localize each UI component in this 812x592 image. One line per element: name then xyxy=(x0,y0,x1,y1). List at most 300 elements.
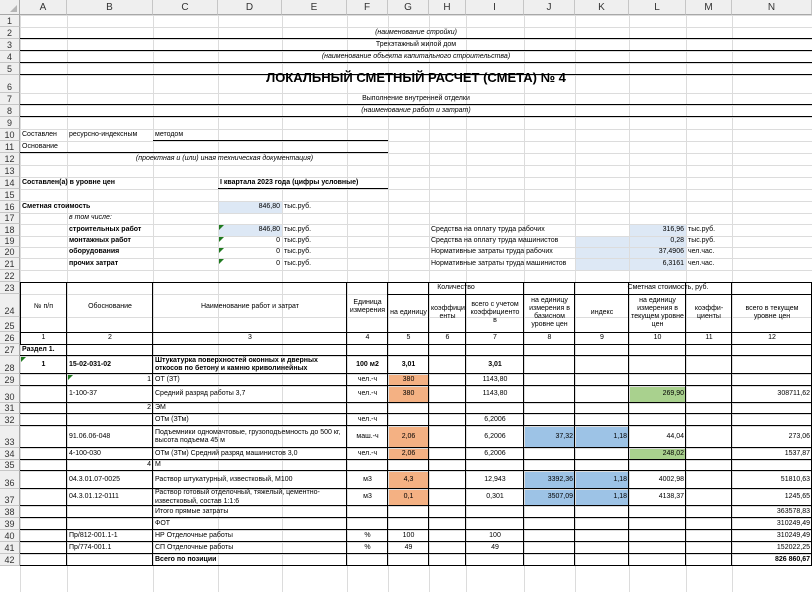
row-header-12[interactable]: 12 xyxy=(0,153,20,165)
row-name[interactable] xyxy=(153,426,347,448)
wages-workers-label-text: Средства на оплату труда рабочих xyxy=(431,225,545,233)
row-header-36[interactable]: 36 xyxy=(0,471,20,489)
pos-code[interactable] xyxy=(67,356,153,374)
row-index-text: 1,18 xyxy=(613,475,627,483)
row-qty-total-text: 100 xyxy=(489,531,501,539)
row-current-price-text: 248,02 xyxy=(662,449,684,457)
row-current-total[interactable] xyxy=(732,506,812,518)
unit-label[interactable] xyxy=(282,224,347,236)
row-header-1[interactable]: 1 xyxy=(0,15,20,27)
row-qty-total-text: 1143,80 xyxy=(482,390,508,398)
row-name[interactable] xyxy=(153,403,347,414)
total-value-text: 846,80 xyxy=(258,202,280,210)
row-header-16[interactable]: 16 xyxy=(0,201,20,213)
row-name[interactable] xyxy=(153,518,347,530)
install-label-text: монтажных работ xyxy=(69,237,131,245)
row-name[interactable] xyxy=(153,460,347,471)
column-header-h[interactable]: H xyxy=(429,0,466,15)
th-qty-total[interactable] xyxy=(466,294,524,332)
column-header-f[interactable]: F xyxy=(347,0,388,15)
unit-label-text: тыс.руб. xyxy=(688,237,716,245)
column-number-text: 8 xyxy=(547,333,552,341)
row-num[interactable] xyxy=(67,460,153,471)
unit-label[interactable] xyxy=(686,224,732,236)
column-number[interactable] xyxy=(67,332,153,344)
column-number-text: 4 xyxy=(365,333,370,341)
row-name[interactable] xyxy=(153,374,347,386)
row-qty-total[interactable] xyxy=(466,386,524,403)
row-unit[interactable] xyxy=(347,471,388,489)
column-header-g[interactable]: G xyxy=(388,0,429,15)
unit-label[interactable] xyxy=(282,201,347,213)
row-header-26[interactable]: 26 xyxy=(0,332,20,344)
row-base-price-text: 37,32 xyxy=(555,432,573,440)
row-header-17[interactable]: 17 xyxy=(0,213,20,224)
row-code-text: Пр/774-001.1 xyxy=(69,543,112,551)
row-header-28[interactable]: 28 xyxy=(0,356,20,374)
row-current-total[interactable] xyxy=(732,489,812,506)
row-name-text: ОТ (ЗТ) xyxy=(155,375,180,383)
price-level-label-text: Составлен(а) в уровне цен xyxy=(22,178,116,186)
row-code[interactable] xyxy=(67,542,153,554)
labor-machinists-value-text: 6,3161 xyxy=(662,259,684,267)
column-number[interactable] xyxy=(347,332,388,344)
row-current-total[interactable] xyxy=(732,530,812,542)
unit-label-text: тыс.руб. xyxy=(284,248,312,256)
select-all-corner[interactable] xyxy=(0,0,20,15)
th-num[interactable] xyxy=(20,282,67,332)
row-name-text: Всего по позиции xyxy=(155,555,217,563)
wages-workers-value-text: 316,96 xyxy=(662,225,684,233)
th-qty-total-text: всего с учетом коэффициенто в xyxy=(470,300,520,325)
th-coefs[interactable] xyxy=(429,294,466,332)
column-number[interactable] xyxy=(686,332,732,344)
labor-workers-value[interactable] xyxy=(629,247,686,258)
row-current-price[interactable] xyxy=(629,471,686,489)
row-qty-total[interactable] xyxy=(466,448,524,460)
row-current-total[interactable] xyxy=(732,518,812,530)
row-qty-total[interactable] xyxy=(466,489,524,506)
row-current-total-text: 152022,25 xyxy=(776,543,810,551)
th-current-total[interactable] xyxy=(732,294,812,332)
row-qty-total-text: 6,2006 xyxy=(484,415,506,423)
column-header-d[interactable]: D xyxy=(218,0,282,15)
column-number[interactable] xyxy=(732,332,812,344)
row-qty-total[interactable] xyxy=(466,471,524,489)
row-current-total-text: 363578,83 xyxy=(776,507,810,515)
th-cost-group[interactable] xyxy=(524,282,812,294)
labor-workers-value-text: 37,4906 xyxy=(658,248,684,256)
gridline-h xyxy=(0,506,812,507)
column-header-j[interactable]: J xyxy=(524,0,575,15)
row-header-13[interactable]: 13 xyxy=(0,165,20,177)
row-name[interactable] xyxy=(153,471,347,489)
row-qty[interactable] xyxy=(388,489,429,506)
object-name[interactable] xyxy=(20,39,812,51)
row-unit-text: % xyxy=(364,543,371,551)
pos-unit-text: 100 м2 xyxy=(356,360,379,368)
gridline-h xyxy=(0,518,812,519)
row-name-text: Раствор готовый отделочный, тяжелый, цементно-известковый, состав 1:1:6 xyxy=(155,489,320,505)
row-qty-text: 100 xyxy=(402,531,415,539)
row-current-total-text: 273,06 xyxy=(788,432,810,440)
body-vline xyxy=(574,344,575,566)
row-header-37[interactable]: 37 xyxy=(0,489,20,506)
gridline-h xyxy=(0,15,812,16)
th-current-unit[interactable] xyxy=(629,294,686,332)
wages-machinists-label[interactable] xyxy=(429,236,629,247)
th-index-text: индекс xyxy=(590,308,614,316)
row-current-total-text: 310249,49 xyxy=(776,519,810,527)
labor-workers-label[interactable] xyxy=(429,247,629,258)
th-unit[interactable] xyxy=(347,282,388,332)
row-qty-text: 2,06 xyxy=(401,432,416,440)
section-title[interactable] xyxy=(20,344,218,356)
row-header-18[interactable]: 18 xyxy=(0,224,20,236)
row-header-7[interactable]: 7 xyxy=(0,93,20,105)
row-header-21[interactable]: 21 xyxy=(0,258,20,270)
total-value[interactable] xyxy=(218,201,282,213)
column-number[interactable] xyxy=(466,332,524,344)
gridline-h xyxy=(0,141,812,142)
row-header-14[interactable]: 14 xyxy=(0,177,20,189)
column-header-a[interactable]: A xyxy=(20,0,67,15)
column-header-n[interactable]: N xyxy=(732,0,812,15)
row-code[interactable] xyxy=(67,448,153,460)
row-base-price[interactable] xyxy=(524,426,575,448)
unit-label[interactable] xyxy=(282,247,347,258)
column-header-k[interactable]: K xyxy=(575,0,629,15)
wages-machinists-value[interactable] xyxy=(629,236,686,247)
row-qty-text: 0,1 xyxy=(403,493,414,501)
row-unit-text: м3 xyxy=(363,475,372,483)
total-label[interactable] xyxy=(20,201,218,213)
install-label[interactable] xyxy=(67,236,218,247)
method-suffix[interactable] xyxy=(153,129,218,141)
row-code[interactable] xyxy=(67,530,153,542)
method-value[interactable] xyxy=(67,129,153,141)
row-index-text: 1,18 xyxy=(613,493,627,501)
column-header-e[interactable]: E xyxy=(282,0,347,15)
unit-label-text: тыс.руб. xyxy=(284,259,312,267)
unit-label[interactable] xyxy=(686,258,732,270)
row-current-total[interactable] xyxy=(732,471,812,489)
estimate-title[interactable] xyxy=(20,63,812,93)
row-header-15[interactable]: 15 xyxy=(0,189,20,201)
row-current-price-text: 269,90 xyxy=(662,390,684,398)
row-current-total-text: 1537,87 xyxy=(784,449,810,457)
gridline-h xyxy=(0,189,812,190)
row-num[interactable] xyxy=(67,403,153,414)
row-name[interactable] xyxy=(153,386,347,403)
estimate-title-text: ЛОКАЛЬНЫЙ СМЕТНЫЙ РАСЧЕТ (СМЕТА) № 4 xyxy=(266,69,566,85)
construction-label[interactable] xyxy=(67,224,218,236)
th-current-coefs[interactable] xyxy=(686,294,732,332)
row-header-29[interactable]: 29 xyxy=(0,374,20,386)
row-unit[interactable] xyxy=(347,414,388,426)
unit-label[interactable] xyxy=(282,258,347,270)
column-header-i[interactable]: I xyxy=(466,0,524,15)
row-qty[interactable] xyxy=(388,426,429,448)
row-current-price[interactable] xyxy=(629,448,686,460)
wages-workers-label[interactable] xyxy=(429,224,629,236)
th-num-text: № п/п xyxy=(34,302,53,310)
row-unit[interactable] xyxy=(347,448,388,460)
row-index[interactable] xyxy=(575,426,629,448)
row-name[interactable] xyxy=(153,554,347,566)
row-name[interactable] xyxy=(153,448,347,460)
row-qty[interactable] xyxy=(388,471,429,489)
column-number[interactable] xyxy=(20,332,67,344)
unit-label[interactable] xyxy=(686,236,732,247)
row-current-price-text: 44,04 xyxy=(666,432,684,440)
row-qty[interactable] xyxy=(388,542,429,554)
cell-note-marker xyxy=(219,237,224,242)
row-header-10[interactable]: 10 xyxy=(0,129,20,141)
work-caption-text: (наименование работ и затрат) xyxy=(361,106,471,114)
row-name-text: ОТм (ЗТм) xyxy=(155,415,189,423)
pos-code-text: 15-02-031-02 xyxy=(69,360,112,368)
row-code-text: 91.06.06-048 xyxy=(69,432,111,440)
row-unit[interactable] xyxy=(347,530,388,542)
row-base-price-text: 3507,09 xyxy=(547,493,573,501)
wages-machinists-value-text: 0,28 xyxy=(670,237,684,245)
object-name-text: Трехэтажный жилой дом xyxy=(375,40,457,48)
row-header-31[interactable]: 31 xyxy=(0,403,20,414)
row-base-price[interactable] xyxy=(524,489,575,506)
row-unit-text: чел.-ч xyxy=(357,390,378,398)
row-current-price[interactable] xyxy=(629,489,686,506)
row-qty-total-text: 49 xyxy=(491,543,499,551)
column-number[interactable] xyxy=(575,332,629,344)
row-header-5[interactable]: 5 xyxy=(0,63,20,75)
column-header-m[interactable]: M xyxy=(686,0,732,15)
row-name[interactable] xyxy=(153,506,347,518)
row-header-19[interactable]: 19 xyxy=(0,236,20,247)
th-basis[interactable] xyxy=(67,282,153,332)
row-qty-total-text: 6,2006 xyxy=(484,449,506,457)
row-num[interactable] xyxy=(67,374,153,386)
th-name[interactable] xyxy=(153,282,347,332)
row-header-3[interactable]: 3 xyxy=(0,39,20,51)
row-header-6[interactable]: 6 xyxy=(0,75,20,93)
pos-qty-total[interactable] xyxy=(466,356,524,374)
pos-num[interactable] xyxy=(20,356,67,374)
pos-qty[interactable] xyxy=(388,356,429,374)
row-current-total-text: 310249,49 xyxy=(776,531,810,539)
row-base-price-text: 3392,36 xyxy=(547,475,573,483)
th-base-unit-text: на единицу измерения в базисном уровне цен xyxy=(529,296,570,329)
row-code-text: 1-100-37 xyxy=(69,390,98,398)
object-caption[interactable] xyxy=(20,51,812,63)
other-label[interactable] xyxy=(67,258,218,270)
row-name[interactable] xyxy=(153,489,347,506)
unit-label-text: чел.час. xyxy=(688,259,715,267)
construction-value[interactable] xyxy=(218,224,282,236)
row-unit[interactable] xyxy=(347,426,388,448)
row-code[interactable] xyxy=(67,426,153,448)
construction-caption[interactable] xyxy=(20,27,812,39)
row-header-34[interactable]: 34 xyxy=(0,448,20,460)
labor-machinists-label[interactable] xyxy=(429,258,629,270)
other-value[interactable] xyxy=(218,258,282,270)
row-qty-total[interactable] xyxy=(466,374,524,386)
column-number[interactable] xyxy=(429,332,466,344)
doc-caption[interactable] xyxy=(20,153,429,165)
row-name[interactable] xyxy=(153,542,347,554)
gridline-h xyxy=(0,117,812,118)
row-unit[interactable] xyxy=(347,542,388,554)
row-header-25[interactable]: 25 xyxy=(0,317,20,332)
wages-workers-value[interactable] xyxy=(629,224,686,236)
row-current-total[interactable] xyxy=(732,386,812,403)
price-level-value[interactable] xyxy=(218,177,388,189)
unit-label[interactable] xyxy=(686,247,732,258)
work-caption[interactable] xyxy=(20,105,812,117)
row-header-39[interactable]: 39 xyxy=(0,518,20,530)
row-index-text: 1,18 xyxy=(613,432,627,440)
unit-label[interactable] xyxy=(282,236,347,247)
pos-unit[interactable] xyxy=(347,356,388,374)
row-qty[interactable] xyxy=(388,530,429,542)
column-header-c[interactable]: C xyxy=(153,0,218,15)
row-qty-total-text: 0,301 xyxy=(486,493,504,501)
row-unit[interactable] xyxy=(347,489,388,506)
row-qty-total[interactable] xyxy=(466,530,524,542)
column-number[interactable] xyxy=(153,332,347,344)
row-qty-total[interactable] xyxy=(466,542,524,554)
basis-label-text: Основание xyxy=(22,142,58,150)
other-value-text: 0 xyxy=(276,259,280,267)
th-quantity-group[interactable] xyxy=(388,282,524,294)
row-code[interactable] xyxy=(67,471,153,489)
row-header-27[interactable]: 27 xyxy=(0,344,20,356)
method-value-text: ресурсно-индексным xyxy=(69,130,138,138)
row-unit-text: чел.-ч xyxy=(357,415,378,423)
row-name-text: СП Отделочные работы xyxy=(155,543,234,551)
composed-label[interactable] xyxy=(20,129,67,141)
row-qty-total-text: 12,943 xyxy=(484,475,506,483)
row-name-text: Раствор штукатурный, известковый, М100 xyxy=(155,475,293,483)
row-header-8[interactable]: 8 xyxy=(0,105,20,117)
row-unit-text: м3 xyxy=(363,493,372,501)
basis-label[interactable] xyxy=(20,141,67,153)
column-header-l[interactable]: L xyxy=(629,0,686,15)
th-per-unit[interactable] xyxy=(388,294,429,332)
row-unit-text: чел.-ч xyxy=(357,375,378,383)
row-qty[interactable] xyxy=(388,386,429,403)
row-unit[interactable] xyxy=(347,386,388,403)
row-code-text: 04.3.01.12-0111 xyxy=(69,493,119,501)
pos-name[interactable] xyxy=(153,356,347,374)
row-unit[interactable] xyxy=(347,374,388,386)
row-code[interactable] xyxy=(67,386,153,403)
row-qty[interactable] xyxy=(388,374,429,386)
doc-caption-text: (проектная и (или) иная техническая документация) xyxy=(135,154,314,162)
row-header-11[interactable]: 11 xyxy=(0,141,20,153)
row-header-33[interactable]: 33 xyxy=(0,426,20,448)
row-header-2[interactable]: 2 xyxy=(0,27,20,39)
row-current-price[interactable] xyxy=(629,426,686,448)
row-header-4[interactable]: 4 xyxy=(0,51,20,63)
row-current-total-text: 51810,63 xyxy=(780,475,810,483)
including-label-text: в том числе: xyxy=(69,214,112,222)
row-qty-text: 380 xyxy=(402,375,415,383)
equipment-label-text: оборудования xyxy=(69,248,120,256)
row-code[interactable] xyxy=(67,489,153,506)
row-qty-total[interactable] xyxy=(466,414,524,426)
work-name-text: Выполнение внутренней отделки xyxy=(362,94,470,102)
row-name-text: ФОТ xyxy=(155,519,171,527)
row-header-23[interactable]: 23 xyxy=(0,282,20,294)
row-header-40[interactable]: 40 xyxy=(0,530,20,542)
row-header-42[interactable]: 42 xyxy=(0,554,20,566)
including-label[interactable] xyxy=(67,213,218,224)
row-qty-total[interactable] xyxy=(466,426,524,448)
row-name[interactable] xyxy=(153,414,347,426)
unit-label-text: тыс.руб. xyxy=(284,237,312,245)
row-qty[interactable] xyxy=(388,448,429,460)
row-code-text: 04.3.01.07-0025 xyxy=(69,475,120,483)
column-header-b[interactable]: B xyxy=(67,0,153,15)
row-base-price[interactable] xyxy=(524,471,575,489)
unit-label-text: тыс.руб. xyxy=(284,202,312,210)
th-current-total-text: всего в текущем уровне цен xyxy=(745,304,799,320)
section-title-text: Раздел 1. xyxy=(22,345,55,353)
row-name[interactable] xyxy=(153,530,347,542)
row-current-total-text: 826 860,67 xyxy=(774,555,810,563)
row-current-total[interactable] xyxy=(732,542,812,554)
total-label-text: Сметная стоимость xyxy=(22,202,91,210)
row-header-41[interactable]: 41 xyxy=(0,542,20,554)
price-level-label[interactable] xyxy=(20,177,218,189)
row-header-30[interactable]: 30 xyxy=(0,386,20,403)
th-index[interactable] xyxy=(575,294,629,332)
labor-machinists-value[interactable] xyxy=(629,258,686,270)
body-row-border xyxy=(20,517,812,518)
row-header-22[interactable]: 22 xyxy=(0,270,20,282)
row-current-price[interactable] xyxy=(629,386,686,403)
row-header-9[interactable]: 9 xyxy=(0,117,20,129)
row-name-text: НР Отделочные работы xyxy=(155,531,233,539)
th-base-unit[interactable] xyxy=(524,294,575,332)
column-number[interactable] xyxy=(629,332,686,344)
row-current-total[interactable] xyxy=(732,426,812,448)
row-header-35[interactable]: 35 xyxy=(0,460,20,471)
gridline-h xyxy=(0,165,812,166)
column-number[interactable] xyxy=(388,332,429,344)
row-current-total[interactable] xyxy=(732,554,812,566)
row-current-total[interactable] xyxy=(732,448,812,460)
column-number[interactable] xyxy=(524,332,575,344)
equipment-value[interactable] xyxy=(218,247,282,258)
row-name-text: Подъемники одномачтовые, грузоподъемность до 500 кг, высота подъема 45 м xyxy=(155,428,341,444)
row-index[interactable] xyxy=(575,489,629,506)
row-header-20[interactable]: 20 xyxy=(0,247,20,258)
equipment-label[interactable] xyxy=(67,247,218,258)
row-header-24[interactable]: 24 xyxy=(0,294,20,317)
work-name[interactable] xyxy=(20,93,812,105)
column-number-text: 1 xyxy=(41,333,46,341)
row-header-32[interactable]: 32 xyxy=(0,414,20,426)
row-header-38[interactable]: 38 xyxy=(0,506,20,518)
row-index[interactable] xyxy=(575,471,629,489)
row-name-text: М xyxy=(155,461,161,469)
cell-note-marker xyxy=(219,259,224,264)
cell-note-marker xyxy=(21,357,26,362)
pos-name-text: Штукатурка поверхностей оконных и дверных откосов по бетону и камню криволинейных xyxy=(155,356,318,372)
install-value[interactable] xyxy=(218,236,282,247)
